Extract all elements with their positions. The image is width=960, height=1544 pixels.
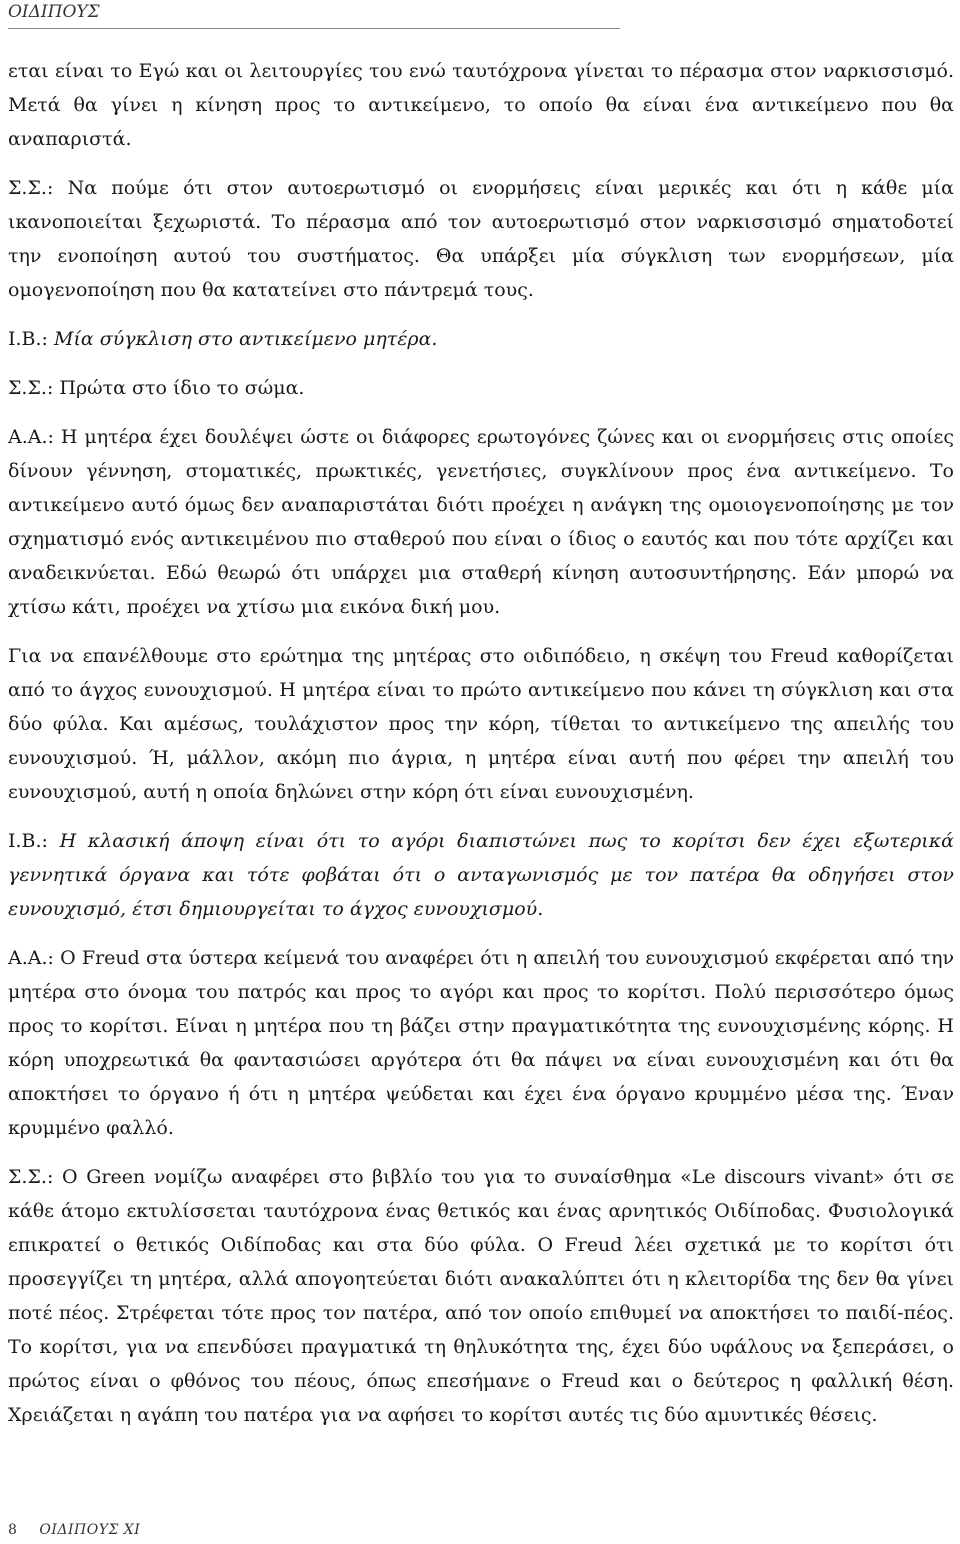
page-footer xyxy=(8,1522,140,1538)
paragraph xyxy=(8,171,954,307)
paragraph-text: Η κλασική άποψη είναι ότι το αγόρι διαπιστώνει πως το κορίτσι δεν έχει εξωτερικά γεννητικά όργανα και τότε φοβάται ότι ο ανταγωνισμός με τον πατέρα θα οδηγήσει στον ευνουχισμό, έτσι δημιουργείται το άγχος ευνουχισμού. xyxy=(8,830,954,920)
page-number: 8 xyxy=(8,1522,17,1538)
paragraph-text: εται είναι το Εγώ και οι λειτουργίες του ενώ ταυτόχρονα γίνεται το πέρασμα στον ναρκισσισμό. Μετά θα γίνει η κίνηση προς το αντικείμενο, το οποίο θα είναι ένα αντικείμενο που θα αναπαριστά. xyxy=(8,60,954,150)
paragraph xyxy=(8,824,954,926)
header-rule xyxy=(8,28,620,29)
paragraph-text: Μία σύγκλιση στο αντικείμενο μητέρα. xyxy=(54,328,438,350)
paragraph xyxy=(8,941,954,1145)
speaker-label: Σ.Σ.: xyxy=(8,177,54,199)
paragraph xyxy=(8,371,954,405)
paragraph-text: Ο Freud στα ύστερα κείμενά του αναφέρει ότι η απειλή του ευνουχισμού εκφέρεται από την μητέρα στο όνομα του πατρός και προς το αγόρι και προς το κορίτσι. Πολύ περισσότερο όμως προς το κορίτσι. Είναι η μητέρα που τη βάζει στην πραγματικότητα της ευνουχισμένης κόρης. Η κόρη υποχρεωτικά θα φαντασιώσει αργότερα ότι θα πάψει να είναι ευνουχισμένη και ότι θα αποκτήσει το όργανο ή ότι η μητέρα ψεύδεται και έχει ένα όργανο κρυμμένο μέσα της. Έναν κρυμμένο φαλλό. xyxy=(8,947,954,1139)
running-head: ΟΙΔΙΠΟΥΣ xyxy=(8,2,100,22)
text-body xyxy=(8,54,954,1447)
paragraph xyxy=(8,420,954,624)
speaker-label: Ι.Β.: xyxy=(8,830,48,852)
paragraph-text: Ο Green νομίζω αναφέρει στο βιβλίο του για το συναίσθημα «Le discours vivant» ότι σε κάθε άτομο εκτυλίσσεται ταυτόχρονα ένας θετικός και ένας αρνητικός Οιδίποδας. Φυσιολογικά επικρατεί ο θετικός Οιδίποδας και στα δύο φύλα. Ο Freud λέει σχετικά με το κορίτσι ότι προσεγγίζει τη μητέρα, αλλά απογοητεύεται διότι ανακαλύπτει ότι η κλειτορίδα της δεν θα γίνει ποτέ πέος. Στρέφεται τότε προς τον πατέρα, από τον οποίο επιθυμεί να αποκτήσει το παιδί-πέος. Το κορίτσι, για να επενδύσει πραγματικά τη θηλυκότητα της, έχει δύο υφάλους να ξεπεράσει, ο πρώτος είναι ο φθόνος του πέους, όπως επεσήμανε ο Freud και ο δεύτερος η φαλλική θέση. Χρειάζεται η αγάπη του πατέρα για να αφήσει το κορίτσι αυτές τις δύο αμυντικές θέσεις. xyxy=(8,1166,954,1426)
speaker-label: Α.Α.: xyxy=(8,426,54,448)
speaker-label: Ι.Β.: xyxy=(8,328,48,350)
speaker-label: Α.Α.: xyxy=(8,947,54,969)
paragraph xyxy=(8,1160,954,1432)
journal-title: ΟΙΔΙΠΟΥΣ ΧΙ xyxy=(39,1522,141,1538)
paragraph-text: Να πούμε ότι στον αυτοερωτισμό οι ενορμήσεις είναι μερικές και ότι η κάθε μία ικανοποιείται ξεχωριστά. Το πέρασμα από τον αυτοερωτισμό στον ναρκισσισμό σηματοδοτεί την ενοποίηση αυτού του συστήματος. Θα υπάρξει μία σύγκλιση των ενορμήσεων, μία ομογενοποίηση που θα κατατείνει στο πάντρεμά τους. xyxy=(8,177,954,301)
speaker-label: Σ.Σ.: xyxy=(8,377,54,399)
speaker-label: Σ.Σ.: xyxy=(8,1166,54,1188)
paragraph xyxy=(8,54,954,156)
paragraph xyxy=(8,639,954,809)
paragraph-text: Για να επανέλθουμε στο ερώτημα της μητέρας στο οιδιπόδειο, η σκέψη του Freud καθορίζεται από το άγχος ευνουχισμού. Η μητέρα είναι το πρώτο αντικείμενο που κάνει τη σύγκλιση και στα δύο φύλα. Και αμέσως, τουλάχιστον προς την κόρη, τίθεται το αντικείμενο της απειλής του ευνουχισμού. Ή, μάλλον, ακόμη πιο άγρια, η μητέρα είναι αυτή που φέρει την απειλή του ευνουχισμού, αυτή η οποία δηλώνει στην κόρη ότι είναι ευνουχισμένη. xyxy=(8,645,954,803)
paragraph-text: Πρώτα στο ίδιο το σώμα. xyxy=(59,377,305,399)
paragraph-text: Η μητέρα έχει δουλέψει ώστε οι διάφορες ερωτογόνες ζώνες και οι ενορμήσεις στις οποίες δίνουν γέννηση, στοματικές, πρωκτικές, γενετήσιες, συγκλίνουν προς ένα αντικείμενο. Το αντικείμενο αυτό όμως δεν αναπαριστάται διότι προέχει η ανάγκη της ομοιογενοποίησης με τον σχηματισμό ενός αντικειμένου πιο σταθερού που είναι ο ίδιος ο εαυτός και που τότε αρχίζει και αναδεικνύεται. Εδώ θεωρώ ότι υπάρχει μια σταθερή κίνηση αυτοσυντήρησης. Εάν μπορώ να χτίσω κάτι, προέχει να χτίσω μια εικόνα δική μου. xyxy=(8,426,955,618)
paragraph xyxy=(8,322,954,356)
